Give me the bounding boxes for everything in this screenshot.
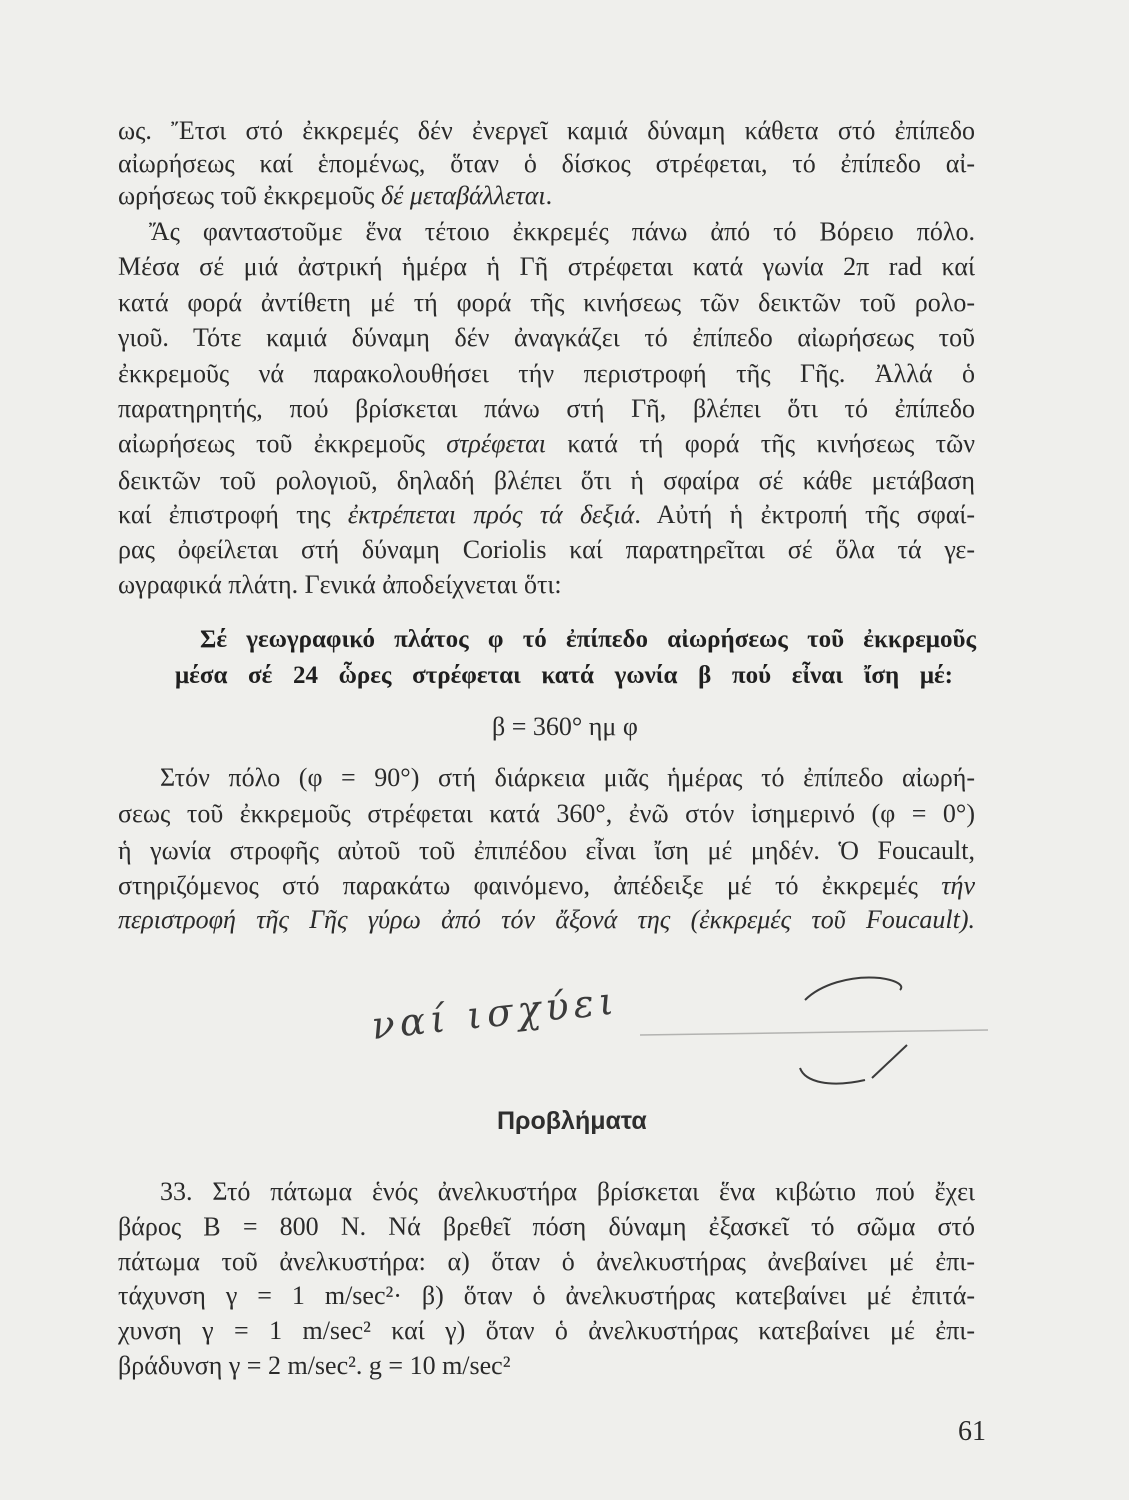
text-segment: καί ἐπιστροφή της xyxy=(118,500,348,529)
problem-line: βράδυνση γ = 2 m/sec². g = 10 m/sec² xyxy=(118,1351,511,1380)
handwritten-stroke xyxy=(872,1045,907,1078)
text-line: παρατηρητής, πού βρίσκεται πάνω στή Γῆ, βλέπει ὅτι τό ἐπίπεδο xyxy=(118,394,975,423)
text-segment: . Αὐτή ἡ ἐκτροπή τῆς σφαί- xyxy=(634,500,975,529)
handwritten-arc-bottom xyxy=(800,1068,865,1084)
italic-segment: δέ μεταβάλλεται xyxy=(380,181,546,210)
text-segment: κατά τή φορά τῆς κινήσεως τῶν xyxy=(545,429,975,458)
text-line: Ἄς φανταστοῦμε ἕνα τέτοιο ἐκκρεμές πάνω ἀπό τό Βόρειο πόλο. xyxy=(149,217,975,246)
handwritten-note: ναί ισχύει xyxy=(369,978,621,1048)
text-segment: αἰωρήσεως τοῦ ἐκκρεμοῦς xyxy=(118,429,447,458)
text-line: δεικτῶν τοῦ ρολογιοῦ, δηλαδή βλέπει ὅτι ἡ σφαίρα σέ κάθε μετάβαση xyxy=(118,466,975,495)
text-line: αἰωρήσεως καί ἑπομένως, ὅταν ὁ δίσκος στρέφεται, τό ἐπίπεδο αἰ- xyxy=(118,149,975,178)
rule-statement-line: μέσα σέ 24 ὧρες στρέφεται κατά γωνία β πού εἶναι ἴση μέ: xyxy=(175,662,953,689)
text-line: ἡ γωνία στροφῆς αὐτοῦ τοῦ ἐπιπέδου εἶναι ἴση μέ μηδέν. Ὁ Foucault, xyxy=(118,836,975,865)
italic-segment: ἐκτρέπεται πρός τά δεξιά xyxy=(347,500,635,529)
handwritten-marks xyxy=(600,960,1000,1100)
text-line xyxy=(118,427,975,461)
problem-line: χυνση γ = 1 m/sec² καί γ) ὅταν ὁ ἀνελκυστήρας κατεβαίνει μέ ἐπι- xyxy=(118,1316,975,1345)
text-segment: ωρήσεως τοῦ ἐκκρεμοῦς xyxy=(118,181,381,210)
text-line xyxy=(118,498,975,532)
text-line: σεως τοῦ ἐκκρεμοῦς στρέφεται κατά 360°, ἐνῶ στόν ἰσημερινό (φ = 0°) xyxy=(118,799,975,828)
text-line: ωγραφικά πλάτη. Γενικά ἀποδείχνεται ὅτι: xyxy=(118,570,562,599)
formula: β = 360° ημ φ xyxy=(492,712,638,741)
text-line: ἐκκρεμοῦς νά παρακολουθήσει τήν περιστροφή τῆς Γῆς. Ἀλλά ὁ xyxy=(118,359,975,388)
rule-statement-line: Σέ γεωγραφικό πλάτος φ τό ἐπίπεδο αἰωρήσεως τοῦ ἐκκρεμοῦς xyxy=(200,626,976,653)
problem-line: 33. Στό πάτωμα ἑνός ἀνελκυστήρα βρίσκεται ἕνα κιβώτιο πού ἔχει xyxy=(160,1177,975,1206)
text-line: Στόν πόλο (φ = 90°) στή διάρκεια μιᾶς ἡμέρας τό ἐπίπεδο αἰωρή- xyxy=(160,763,975,792)
text-line: περιστροφή τῆς Γῆς γύρω ἀπό τόν ἄξονά της (ἐκκρεμές τοῦ Foucault). xyxy=(118,905,975,934)
section-heading: Προβλήματα xyxy=(497,1107,647,1135)
text-segment: . xyxy=(545,181,553,210)
text-line: ως. Ἔτσι στό ἐκκρεμές δέν ἐνεργεῖ καμιά δύναμη κάθετα στό ἐπίπεδο xyxy=(118,116,975,145)
handwritten-underline xyxy=(640,1030,988,1035)
text-line xyxy=(118,869,975,903)
text-line: Μέσα σέ μιά ἀστρική ἡμέρα ἡ Γῆ στρέφεται κατά γωνία 2π rad καί xyxy=(118,252,975,281)
text-line: ρας ὀφείλεται στή δύναμη Coriolis καί παρατηρεῖται σέ ὅλα τά γε- xyxy=(118,535,975,564)
text-line: κατά φορά ἀντίθετη μέ τή φορά τῆς κινήσεως τῶν δεικτῶν τοῦ ρολο- xyxy=(118,288,975,317)
text-line xyxy=(118,179,975,213)
text-segment: στηριζόμενος στό παρακάτω φαινόμενο, ἀπέδειξε μέ τό ἐκκρεμές xyxy=(118,871,942,900)
italic-segment: στρέφεται xyxy=(446,429,546,458)
problem-line: πάτωμα τοῦ ἀνελκυστήρα: α) ὅταν ὁ ἀνελκυστήρας ἀνεβαίνει μέ ἐπι- xyxy=(118,1247,975,1276)
text-line: γιοῦ. Τότε καμιά δύναμη δέν ἀναγκάζει τό ἐπίπεδο αἰωρήσεως τοῦ xyxy=(118,323,975,352)
problem-line: βάρος Β = 800 Ν. Νά βρεθεῖ πόση δύναμη ἐξασκεῖ τό σῶμα στό xyxy=(118,1212,975,1241)
italic-segment: τήν xyxy=(941,871,975,900)
problem-line: τάχυνση γ = 1 m/sec²· β) ὅταν ὁ ἀνελκυστήρας κατεβαίνει μέ ἐπιτά- xyxy=(118,1281,975,1310)
handwritten-arc-top xyxy=(805,977,901,1000)
page-number: 61 xyxy=(958,1416,986,1447)
